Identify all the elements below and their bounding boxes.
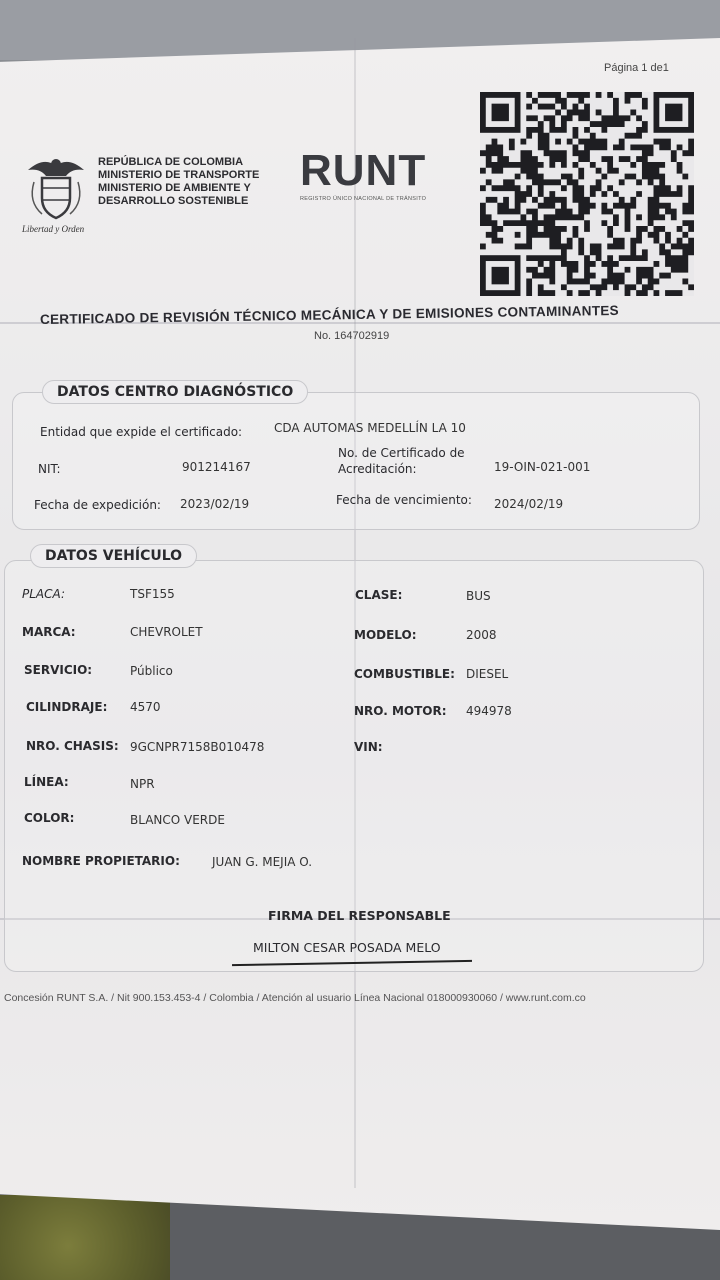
page-indicator: Página 1 de1 bbox=[604, 62, 669, 74]
grass-patch bbox=[0, 1195, 170, 1280]
marca-label: MARCA: bbox=[22, 625, 76, 639]
nit-value: 901214167 bbox=[182, 460, 251, 474]
modelo-value: 2008 bbox=[466, 628, 497, 642]
marca-value: CHEVROLET bbox=[130, 625, 203, 639]
seal-caption: Libertad y Orden bbox=[22, 224, 85, 234]
acreditacion-label: No. de Certificado de bbox=[338, 446, 465, 460]
gov-line: MINISTERIO DE TRANSPORTE bbox=[98, 169, 260, 181]
qr-code-icon bbox=[480, 92, 694, 296]
placa-label: PLACA: bbox=[22, 587, 65, 601]
linea-label: LÍNEA: bbox=[24, 775, 69, 789]
vin-label: VIN: bbox=[354, 740, 383, 754]
gov-line: DESARROLLO SOSTENIBLE bbox=[98, 195, 249, 207]
servicio-label: SERVICIO: bbox=[24, 663, 93, 677]
clase-value: BUS bbox=[466, 589, 491, 603]
placa-value: TSF155 bbox=[130, 587, 175, 601]
clase-label: CLASE: bbox=[355, 588, 403, 602]
modelo-label: MODELO: bbox=[354, 628, 417, 642]
combustible-value: DIESEL bbox=[466, 667, 509, 681]
footer-text: Concesión RUNT S.A. / Nit 900.153.453-4 / Colombia / Atención al usuario Línea Nacional 018000930060 / www.runt.com.co bbox=[4, 992, 586, 1004]
runt-logo: RUNT bbox=[300, 146, 427, 195]
entidad-label: Entidad que expide el certificado: bbox=[40, 425, 243, 439]
centro-heading: DATOS CENTRO DIAGNÓSTICO bbox=[42, 380, 308, 404]
chasis-value: 9GCNPR7158B010478 bbox=[130, 740, 265, 754]
coat-of-arms-icon bbox=[24, 152, 88, 224]
signature-title: FIRMA DEL RESPONSABLE bbox=[268, 908, 451, 923]
expedicion-value: 2023/02/19 bbox=[180, 497, 250, 511]
signer-name: MILTON CESAR POSADA MELO bbox=[253, 940, 441, 955]
propietario-label: NOMBRE PROPIETARIO: bbox=[22, 854, 180, 868]
nit-label: NIT: bbox=[38, 462, 61, 476]
gov-line: REPÚBLICA DE COLOMBIA bbox=[98, 156, 244, 168]
vencimiento-label: Fecha de vencimiento: bbox=[336, 493, 472, 507]
document-title: CERTIFICADO DE REVISIÓN TÉCNICO MECÁNICA Y DE EMISIONES CONTAMINANTES bbox=[39, 302, 620, 327]
color-value: BLANCO VERDE bbox=[130, 813, 225, 827]
certificate-number: No. 164702919 bbox=[314, 330, 390, 342]
vencimiento-value: 2024/02/19 bbox=[494, 497, 564, 511]
color-label: COLOR: bbox=[24, 811, 75, 825]
expedicion-label: Fecha de expedición: bbox=[34, 498, 161, 512]
motor-value: 494978 bbox=[466, 704, 512, 718]
cilindraje-value: 4570 bbox=[130, 700, 161, 714]
chasis-label: NRO. CHASIS: bbox=[26, 739, 119, 753]
acreditacion-label-line2: Acreditación: bbox=[338, 462, 417, 476]
acreditacion-value: 19-OIN-021-001 bbox=[494, 460, 591, 474]
linea-value: NPR bbox=[130, 777, 155, 791]
vehiculo-heading: DATOS VEHÍCULO bbox=[30, 544, 197, 568]
government-header bbox=[98, 156, 259, 208]
entidad-value: CDA AUTOMAS MEDELLÍN LA 10 bbox=[274, 421, 466, 435]
combustible-label: COMBUSTIBLE: bbox=[354, 667, 455, 681]
runt-logo-subtitle: REGISTRO ÚNICO NACIONAL DE TRÁNSITO bbox=[300, 196, 427, 202]
propietario-value: JUAN G. MEJIA O. bbox=[212, 855, 313, 869]
servicio-value: Público bbox=[130, 664, 173, 678]
cilindraje-label: CILINDRAJE: bbox=[26, 700, 108, 714]
gov-line: MINISTERIO DE AMBIENTE Y bbox=[98, 182, 251, 194]
motor-label: NRO. MOTOR: bbox=[354, 704, 447, 718]
